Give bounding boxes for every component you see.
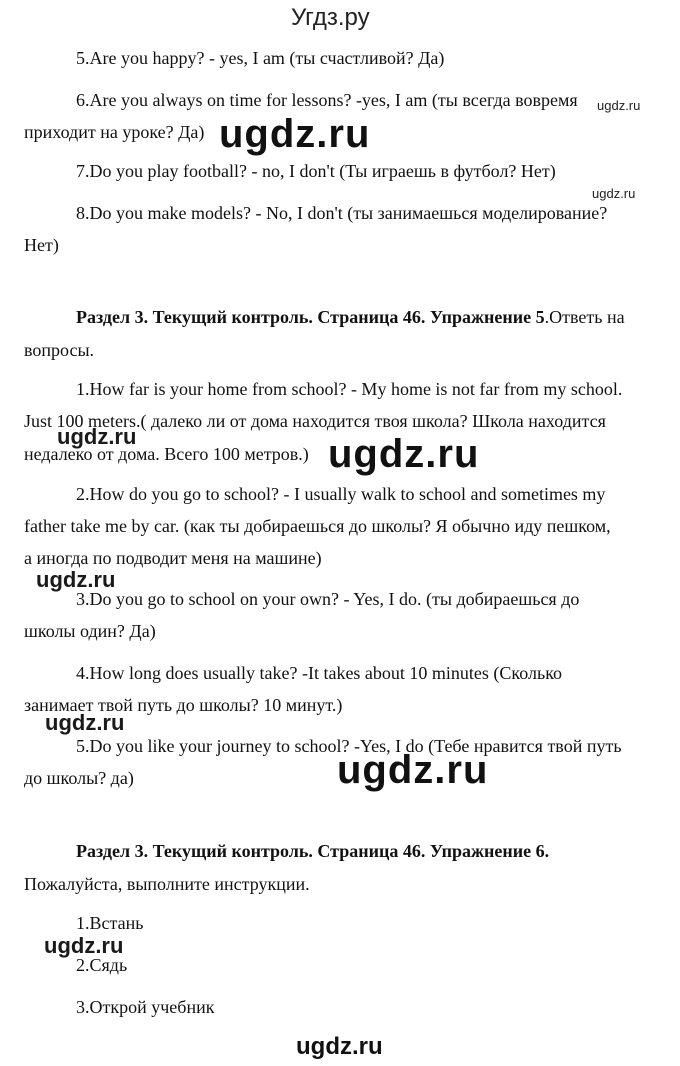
answer-line: 6.Are you always on time for lessons? -yes, I am (ты всегда вовремя — [76, 90, 578, 110]
answer-line: 7.Do you play football? - no, I don't (Ты играешь в футбол? Нет) — [76, 161, 556, 181]
answer-line: 4.How long does usually take? -It takes about 10 minutes (Сколько — [76, 663, 563, 683]
section-5-heading-continued: вопросы. — [24, 340, 95, 360]
watermark-large: ugdz.ru — [337, 748, 489, 792]
watermark-small: ugdz.ru — [36, 567, 116, 592]
answer-line: до школы? да) — [24, 768, 134, 788]
answer-line: 1.How far is your home from school? - My home is not far from my school. — [76, 379, 623, 399]
answer-line: 5.Do you like your journey to school? -Yes, I do (Тебе нравится твой путь — [76, 736, 622, 756]
watermark-small: ugdz.ru — [45, 710, 125, 735]
watermark-small: ugdz.ru — [57, 424, 137, 449]
watermark-large: ugdz.ru — [328, 432, 480, 476]
answer-line: Нет) — [24, 235, 59, 255]
section-6-intro: Пожалуйста, выполните инструкции. — [24, 874, 310, 894]
watermark-tiny: ugdz.ru — [592, 186, 636, 201]
section-5-heading — [76, 306, 625, 328]
section-6-heading: Раздел 3. Текущий контроль. Страница 46. Упражнение 6. — [76, 841, 550, 861]
answer-line: 2.How do you go to school? - I usually walk to school and sometimes my — [76, 484, 606, 504]
answer-line: 3.Do you go to school on your own? - Yes, I do. (ты добираешься до — [76, 589, 580, 609]
answer-line: 5.Are you happy? - yes, I am (ты счастливой? Да) — [76, 48, 445, 68]
site-title: Угдз.ру — [291, 4, 370, 31]
instruction-item: 3.Открой учебник — [76, 997, 215, 1017]
section-5-heading-rest: .Ответь на — [544, 307, 625, 327]
watermark-small: ugdz.ru — [44, 933, 124, 958]
watermark-tiny: ugdz.ru — [597, 98, 641, 113]
instruction-item: 2.Сядь — [76, 955, 128, 975]
answer-line: father take me by car. (как ты добираешься до школы? Я обычно иду пешком, — [24, 516, 611, 536]
answer-line: занимает твой путь до школы? 10 минут.) — [24, 695, 343, 715]
answer-line: недалеко от дома. Всего 100 метров.) — [24, 444, 309, 464]
footer-watermark: ugdz.ru — [296, 1033, 383, 1060]
answer-line: а иногда по подводит меня на машине) — [24, 548, 322, 568]
section-5-heading-bold: Раздел 3. Текущий контроль. Страница 46. Упражнение 5 — [76, 307, 545, 327]
instruction-item: 1.Встань — [76, 913, 144, 933]
answer-line: 8.Do you make models? - No, I don't (ты занимаешься моделирование? — [76, 203, 608, 223]
answer-line: Just 100 meters.( далеко ли от дома находится твоя школа? Школа находится — [24, 411, 606, 431]
answer-line: школы один? Да) — [24, 621, 156, 641]
watermark-large: ugdz.ru — [219, 112, 371, 156]
answer-line: приходит на уроке? Да) — [24, 122, 205, 142]
